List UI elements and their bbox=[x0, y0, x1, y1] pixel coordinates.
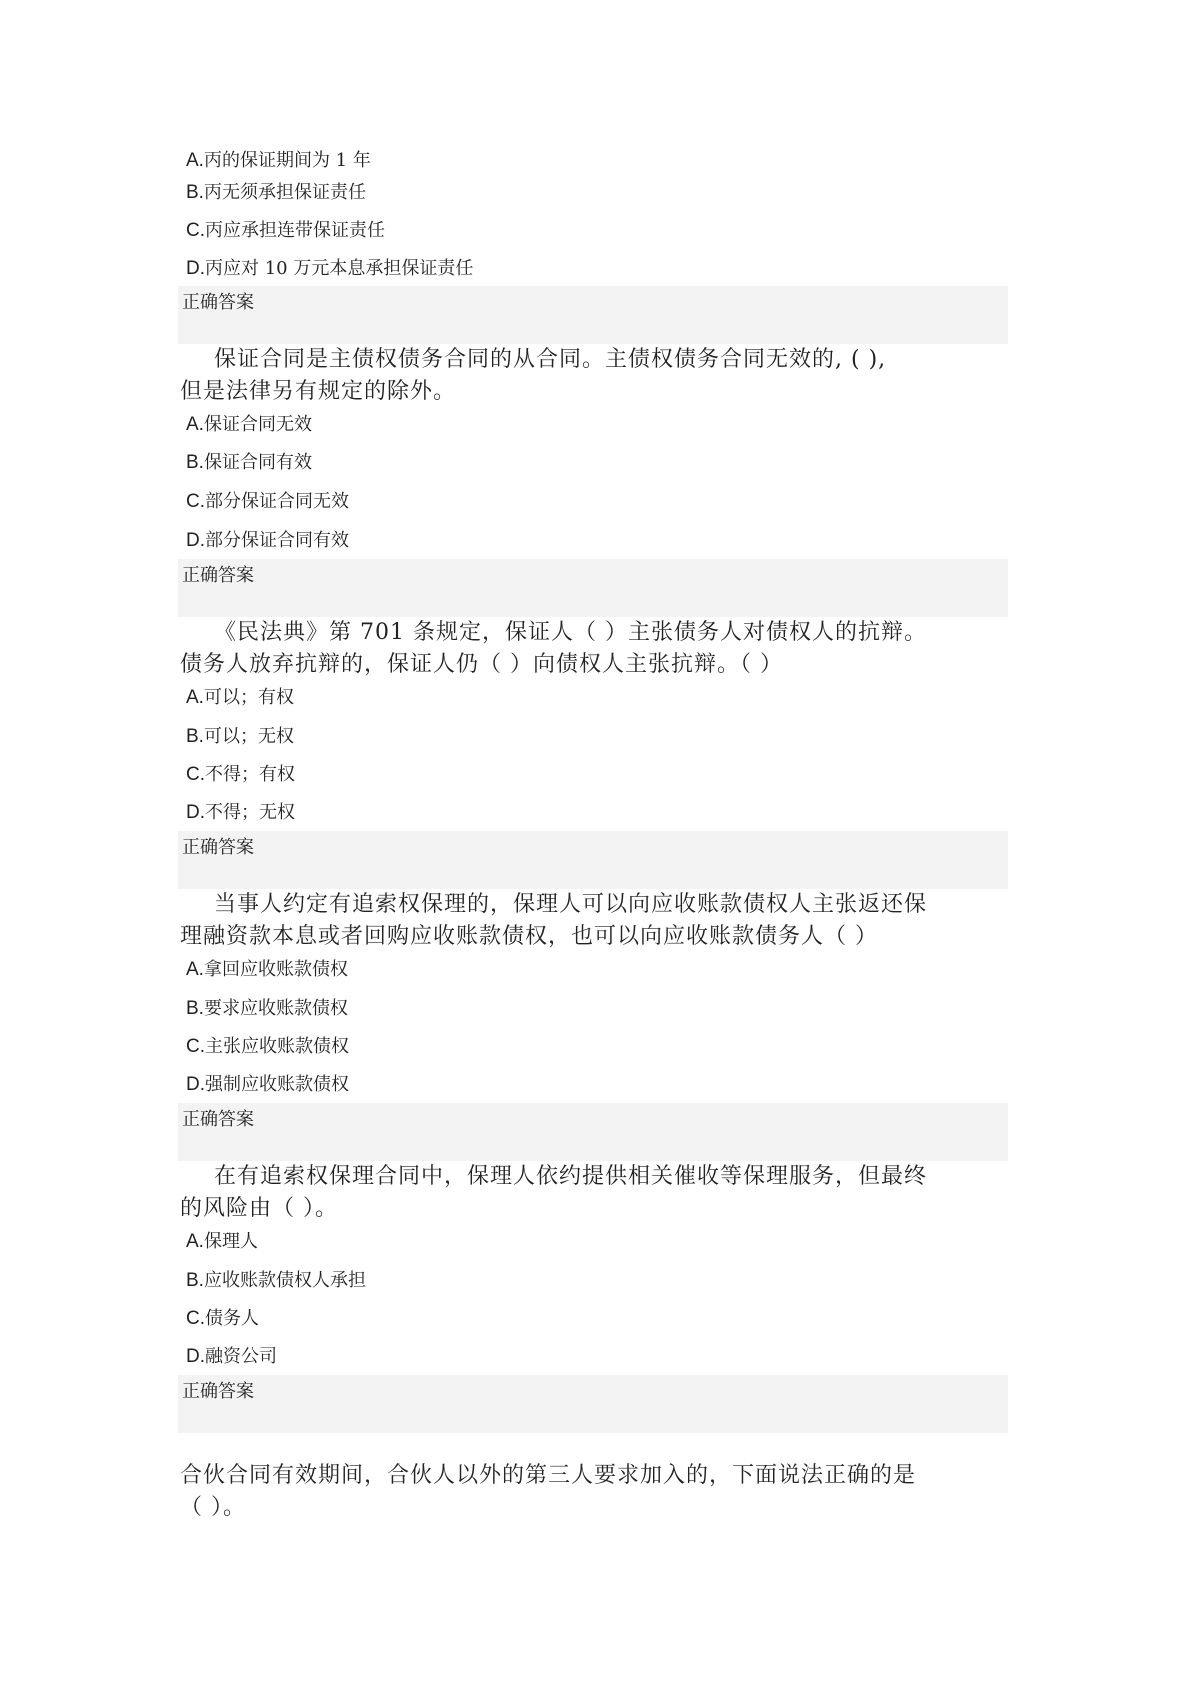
option-b bbox=[186, 180, 366, 206]
option-d bbox=[186, 528, 349, 554]
question-line: 《民法典》第 701 条规定，保证人（ ）主张债务人对债权人的抗辩。 bbox=[214, 620, 927, 645]
option-letter: A. bbox=[186, 150, 204, 171]
option-b bbox=[186, 724, 294, 750]
option-letter: B. bbox=[186, 452, 204, 473]
question-text bbox=[180, 1161, 1010, 1225]
option-text: 强制应收账款债权 bbox=[205, 1074, 349, 1095]
option-b bbox=[186, 996, 348, 1022]
option-a bbox=[186, 412, 312, 438]
option-a bbox=[186, 1229, 258, 1255]
option-letter: D. bbox=[186, 530, 205, 551]
option-text: 保证合同无效 bbox=[203, 414, 312, 435]
question-line: 合伙合同有效期间，合伙人以外的第三人要求加入的，下面说法正确的是 bbox=[180, 1463, 917, 1488]
option-letter: A. bbox=[186, 414, 204, 435]
option-b bbox=[186, 1268, 366, 1294]
answer-label: 正确答案 bbox=[182, 1381, 254, 1402]
option-letter: B. bbox=[186, 726, 204, 747]
question-text bbox=[180, 1460, 1010, 1524]
option-letter: A. bbox=[186, 959, 204, 980]
question-line: （ ）。 bbox=[180, 1495, 246, 1520]
question-text bbox=[180, 889, 1010, 953]
option-text: 不得；有权 bbox=[205, 764, 295, 785]
option-letter: D. bbox=[186, 802, 205, 823]
option-letter: A. bbox=[186, 1231, 204, 1252]
option-c bbox=[186, 218, 385, 244]
option-a bbox=[186, 148, 371, 174]
option-text: 部分保证合同无效 bbox=[205, 491, 349, 512]
question-text bbox=[180, 344, 1010, 408]
question-line: 债务人放弃抗辩的，保证人仍（ ）向债权人主张抗辩。（ ） bbox=[180, 652, 783, 677]
option-text: 要求应收账款债权 bbox=[203, 998, 348, 1019]
option-text: 丙应承担连带保证责任 bbox=[205, 220, 385, 241]
answer-box bbox=[178, 1103, 1008, 1161]
option-text: 主张应收账款债权 bbox=[205, 1036, 349, 1057]
option-letter: D. bbox=[186, 1346, 205, 1367]
option-text: 丙应对 10 万元本息承担保证责任 bbox=[205, 258, 474, 279]
answer-label: 正确答案 bbox=[182, 837, 254, 858]
option-text: 融资公司 bbox=[205, 1346, 277, 1367]
option-letter: C. bbox=[186, 1036, 205, 1057]
question-line: 理融资款本息或者回购应收账款债权，也可以向应收账款债务人（ ） bbox=[180, 924, 878, 949]
option-letter: B. bbox=[186, 1270, 204, 1291]
option-letter: C. bbox=[186, 491, 205, 512]
answer-box bbox=[178, 286, 1008, 344]
question-line: 保证合同是主债权债务合同的从合同。主债权债务合同无效的, ( ), bbox=[214, 347, 887, 372]
option-c bbox=[186, 762, 295, 788]
option-d bbox=[186, 1072, 349, 1098]
option-a bbox=[186, 685, 294, 711]
option-letter: B. bbox=[186, 998, 204, 1019]
option-c bbox=[186, 1306, 259, 1332]
answer-label: 正确答案 bbox=[182, 565, 254, 586]
answer-box bbox=[178, 831, 1008, 889]
option-text: 部分保证合同有效 bbox=[205, 530, 349, 551]
option-b bbox=[186, 450, 312, 476]
option-letter: C. bbox=[186, 220, 205, 241]
answer-label: 正确答案 bbox=[182, 292, 254, 313]
option-letter: D. bbox=[186, 1074, 205, 1095]
option-text: 丙的保证期间为 1 年 bbox=[203, 150, 371, 171]
option-text: 债务人 bbox=[205, 1308, 259, 1329]
option-d bbox=[186, 800, 295, 826]
answer-box bbox=[178, 1375, 1008, 1433]
option-letter: D. bbox=[186, 258, 205, 279]
option-d bbox=[186, 1344, 277, 1370]
question-line: 的风险由（ ）。 bbox=[180, 1196, 338, 1221]
option-letter: B. bbox=[186, 182, 204, 203]
option-text: 可以；无权 bbox=[203, 726, 294, 747]
option-c bbox=[186, 1034, 349, 1060]
answer-label: 正确答案 bbox=[182, 1109, 254, 1130]
question-text bbox=[180, 617, 1010, 681]
option-letter: C. bbox=[186, 1308, 205, 1329]
option-letter: A. bbox=[186, 687, 204, 708]
answer-box bbox=[178, 559, 1008, 617]
option-text: 拿回应收账款债权 bbox=[203, 959, 348, 980]
option-d bbox=[186, 256, 473, 282]
option-text: 应收账款债权人承担 bbox=[203, 1270, 366, 1291]
question-line: 在有追索权保理合同中，保理人依约提供相关催收等保理服务，但最终 bbox=[214, 1164, 928, 1189]
option-text: 保理人 bbox=[203, 1231, 258, 1252]
question-line: 当事人约定有追索权保理的，保理人可以向应收账款债权人主张返还保 bbox=[214, 892, 928, 917]
option-text: 可以；有权 bbox=[203, 687, 294, 708]
question-line: 但是法律另有规定的除外。 bbox=[180, 379, 457, 404]
option-c bbox=[186, 489, 349, 515]
option-text: 不得；无权 bbox=[205, 802, 295, 823]
option-letter: C. bbox=[186, 764, 205, 785]
option-text: 保证合同有效 bbox=[203, 452, 312, 473]
option-text: 丙无须承担保证责任 bbox=[203, 182, 366, 203]
option-a bbox=[186, 957, 348, 983]
